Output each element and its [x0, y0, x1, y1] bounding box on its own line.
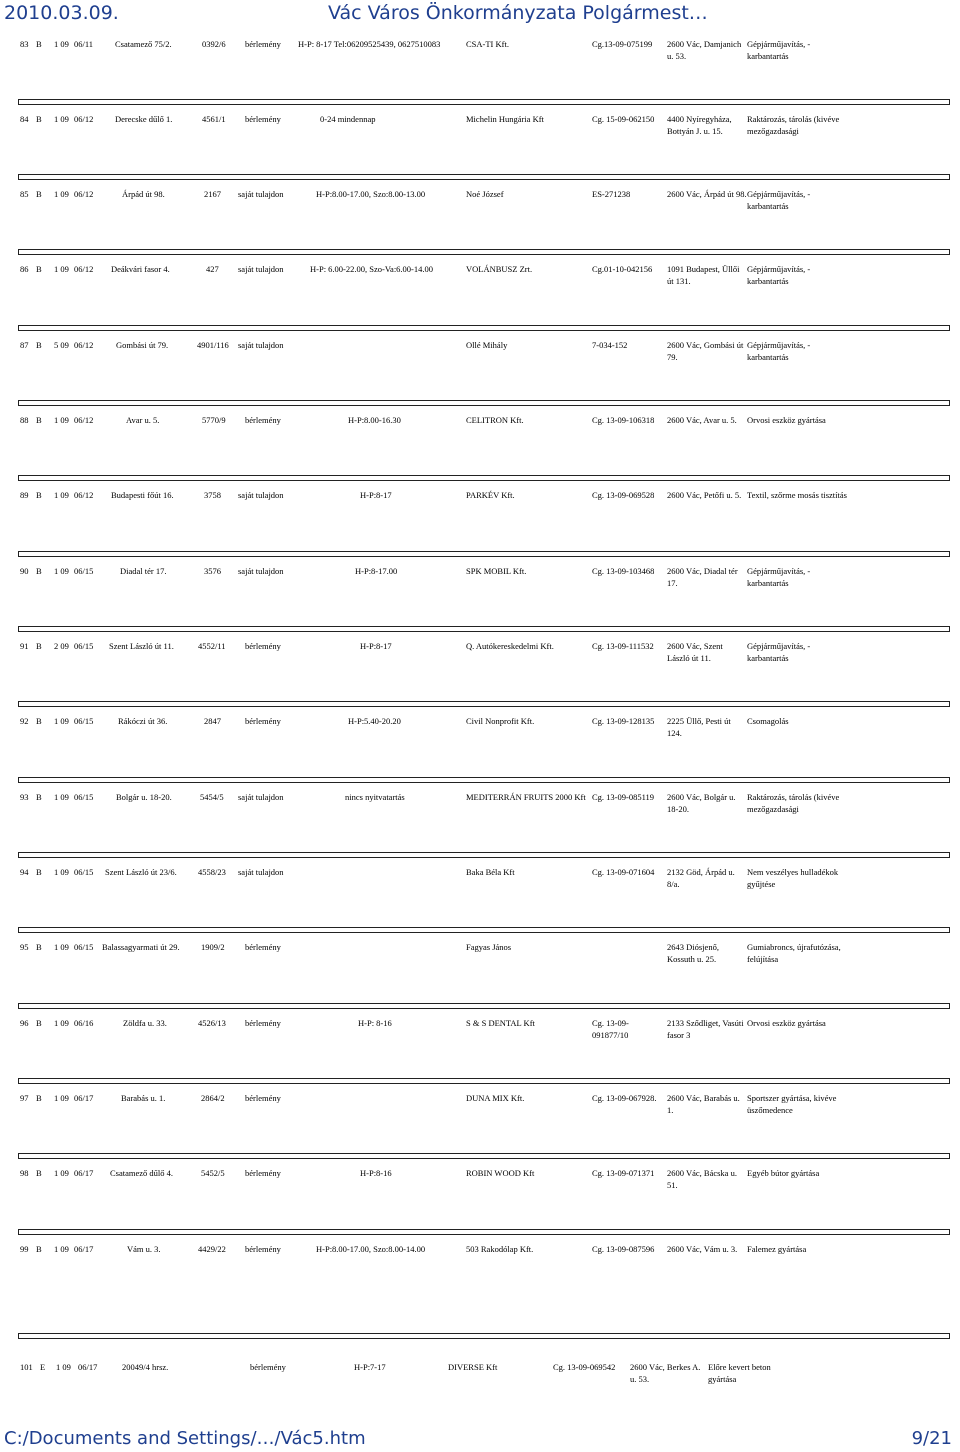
record-row: [0, 263, 960, 323]
record-cat: B: [36, 264, 42, 274]
record-hours: H-P:8-17: [360, 641, 392, 651]
record-hours: nincs nyitvatartás: [345, 792, 405, 802]
record-code: 1 09: [54, 1168, 69, 1178]
record-no: 83: [20, 39, 29, 49]
record-no: 85: [20, 189, 29, 199]
row-separator: [18, 1229, 950, 1235]
record-activity: Gépjárműjavítás, -karbantartás: [747, 39, 811, 61]
record-row: [0, 640, 960, 700]
record-date: 06/16: [74, 1018, 94, 1028]
row-separator: [18, 400, 950, 406]
record-activity: Gumiabroncs, újrafutózása, felújítása: [747, 942, 841, 964]
record-cat: B: [36, 1093, 42, 1103]
record-hrsz: 5452/5: [201, 1168, 225, 1178]
record-hours: 0-24 mindennap: [320, 114, 376, 124]
record-code: 1 09: [54, 1244, 69, 1254]
record-use: saját tulajdon: [238, 566, 284, 576]
record-reg: Cg.13-09-075199: [592, 39, 653, 49]
row-separator: [18, 626, 950, 632]
record-activity: Raktározás, tárolás (kivéve mezőgazdasági: [747, 792, 840, 814]
record-cat: B: [36, 942, 42, 952]
record-use: bérlemény: [245, 1093, 281, 1103]
record-reg: Cg. 13-09-087596: [592, 1244, 655, 1254]
record-operator: CELITRON Kft.: [466, 415, 524, 425]
record-no: 89: [20, 490, 29, 500]
record-cat: E: [40, 1362, 46, 1372]
record-code: 5 09: [54, 340, 69, 350]
record-reg: Cg. 13-09-071604: [592, 867, 655, 877]
page-number: 9/21: [911, 1428, 952, 1449]
record-no: 98: [20, 1168, 29, 1178]
record-date: 06/15: [74, 942, 94, 952]
record-no: 101: [20, 1362, 33, 1372]
row-separator: [18, 551, 950, 557]
record-seat: 2600 Vác, Avar u. 5.: [667, 415, 737, 425]
record-hours: H-P:8.00-16.30: [348, 415, 401, 425]
record-hrsz: 3758: [204, 490, 221, 500]
record-reg: ES-271238: [592, 189, 631, 199]
record-code: 1 09: [54, 415, 69, 425]
record-no: 96: [20, 1018, 29, 1028]
record-row: [0, 1092, 960, 1152]
record-reg: Cg. 13-09-091877/10: [592, 1018, 629, 1040]
record-reg: Cg.01-10-042156: [592, 264, 653, 274]
record-date: 06/17: [78, 1362, 98, 1372]
record-hours: H-P:5.40-20.20: [348, 716, 401, 726]
record-hrsz: 4552/11: [198, 641, 226, 651]
record-address: Barabás u. 1.: [121, 1093, 166, 1103]
record-date: 06/17: [74, 1168, 94, 1178]
record-operator: S & S DENTAL Kft: [466, 1018, 535, 1028]
record-seat: 2600 Vác, Árpád út 98.: [667, 189, 747, 199]
record-seat: 2600 Vác, Diadal tér 17.: [667, 566, 738, 588]
page-header: [0, 0, 960, 28]
row-separator: [18, 99, 950, 105]
record-seat: 4400 Nyíregyháza, Bottyán J. u. 15.: [667, 114, 732, 136]
record-code: 1 09: [54, 114, 69, 124]
record-hours: H-P:8.00-17.00, Szo:8.00-13.00: [316, 189, 426, 199]
record-code: 1 09: [54, 867, 69, 877]
record-address: Diadal tér 17.: [120, 566, 167, 576]
record-code: 2 09: [54, 641, 69, 651]
record-date: 06/12: [74, 490, 94, 500]
row-separator: [18, 1153, 950, 1159]
record-cat: B: [36, 1168, 42, 1178]
record-activity: Raktározás, tárolás (kivéve mezőgazdasági: [747, 114, 840, 136]
record-date: 06/12: [74, 340, 94, 350]
record-code: 1 09: [54, 1018, 69, 1028]
record-row: [0, 414, 960, 474]
record-operator: 503 Rakodólap Kft.: [466, 1244, 534, 1254]
record-use: bérlemény: [245, 716, 281, 726]
record-cat: B: [36, 716, 42, 726]
record-activity: Gépjárműjavítás, -karbantartás: [747, 189, 811, 211]
record-reg: 7-034-152: [592, 340, 628, 350]
record-address: Balassagyarmati út 29.: [102, 942, 180, 952]
row-separator: [18, 475, 950, 481]
record-use: bérlemény: [245, 1168, 281, 1178]
record-cat: B: [36, 415, 42, 425]
row-separator: [18, 325, 950, 331]
record-no: 90: [20, 566, 29, 576]
record-seat: 2132 Göd, Árpád u. 8/a.: [667, 867, 735, 889]
record-no: 99: [20, 1244, 29, 1254]
record-cat: B: [36, 1018, 42, 1028]
record-activity: Gépjárműjavítás, -karbantartás: [747, 264, 811, 286]
record-row: [0, 1017, 960, 1077]
record-hrsz: 4429/22: [198, 1244, 226, 1254]
record-activity: Előre kevert beton gyártása: [708, 1362, 771, 1384]
record-no: 94: [20, 867, 29, 877]
record-reg: Cg. 13-09-103468: [592, 566, 655, 576]
page-footer: [0, 1428, 960, 1452]
record-activity: Gépjárműjavítás, -karbantartás: [747, 641, 811, 663]
record-use: saját tulajdon: [238, 867, 284, 877]
record-hours: H-P:7-17: [354, 1362, 386, 1372]
row-separator: [18, 852, 950, 858]
record-activity: Textil, szőrme mosás tisztítás: [747, 490, 847, 500]
record-use: saját tulajdon: [238, 340, 284, 350]
record-code: 1 09: [56, 1362, 71, 1372]
record-operator: Civil Nonprofit Kft.: [466, 716, 535, 726]
record-use: saját tulajdon: [238, 264, 284, 274]
record-use: saját tulajdon: [238, 189, 284, 199]
record-use: bérlemény: [245, 39, 281, 49]
record-cat: B: [36, 114, 42, 124]
record-operator: Q. Autókereskedelmi Kft.: [466, 641, 554, 651]
record-no: 97: [20, 1093, 29, 1103]
record-operator: CSA-TI Kft.: [466, 39, 509, 49]
record-no: 93: [20, 792, 29, 802]
record-code: 1 09: [54, 1093, 69, 1103]
record-use: bérlemény: [245, 942, 281, 952]
record-hrsz: 20049/4 hrsz.: [122, 1362, 169, 1372]
record-reg: Cg. 13-09-128135: [592, 716, 655, 726]
record-seat: 1091 Budapest, Üllői út 131.: [667, 264, 740, 286]
record-hrsz: 0392/6: [202, 39, 226, 49]
record-operator: PARKÉV Kft.: [466, 490, 515, 500]
record-hrsz: 2864/2: [201, 1093, 225, 1103]
record-row: [0, 1243, 960, 1303]
record-operator: Baka Béla Kft: [466, 867, 515, 877]
record-seat: 2600 Vác, Bolgár u. 18-20.: [667, 792, 736, 814]
record-seat: 2600 Vác, Berkes A. u. 53.: [630, 1362, 701, 1384]
record-row: [0, 791, 960, 851]
record-row: [0, 188, 960, 248]
record-hrsz: 3576: [204, 566, 221, 576]
record-date: 06/15: [74, 716, 94, 726]
record-address: Gombási út 79.: [116, 340, 169, 350]
record-hours: H-P: 8-16: [358, 1018, 392, 1028]
record-no: 87: [20, 340, 29, 350]
record-date: 06/15: [74, 566, 94, 576]
record-no: 92: [20, 716, 29, 726]
record-row: [0, 715, 960, 775]
record-seat: 2225 Üllő, Pesti út 124.: [667, 716, 731, 738]
record-code: 1 09: [54, 39, 69, 49]
record-use: bérlemény: [245, 415, 281, 425]
row-separator: [18, 1333, 950, 1339]
record-operator: VOLÁNBUSZ Zrt.: [466, 264, 533, 274]
record-row: [0, 565, 960, 625]
row-separator: [18, 777, 950, 783]
record-date: 06/12: [74, 114, 94, 124]
record-reg: Cg. 13-09-111532: [592, 641, 654, 651]
record-use: bérlemény: [245, 1018, 281, 1028]
record-row: [0, 1167, 960, 1227]
record-activity: Falemez gyártása: [747, 1244, 807, 1254]
record-date: 06/12: [74, 415, 94, 425]
record-hrsz: 4561/1: [202, 114, 226, 124]
record-operator: Fagyas János: [466, 942, 512, 952]
record-hrsz: 1909/2: [201, 942, 225, 952]
record-hrsz: 4558/23: [198, 867, 226, 877]
record-cat: B: [36, 39, 42, 49]
record-code: 1 09: [54, 189, 69, 199]
record-operator: SPK MOBIL Kft.: [466, 566, 527, 576]
row-separator: [18, 174, 950, 180]
record-date: 06/12: [74, 264, 94, 274]
record-operator: Michelin Hungária Kft: [466, 114, 544, 124]
record-hours: H-P: 8-17 Tel:06209525439, 0627510083: [298, 39, 441, 49]
record-address: Bolgár u. 18-20.: [116, 792, 172, 802]
record-reg: Cg. 13-09-085119: [592, 792, 655, 802]
record-hours: H-P:8-17.00: [355, 566, 398, 576]
record-hrsz: 4526/13: [198, 1018, 226, 1028]
record-address: Csatamező 75/2.: [115, 39, 172, 49]
record-date: 06/17: [74, 1244, 94, 1254]
record-date: 06/15: [74, 867, 94, 877]
record-hrsz: 5770/9: [202, 415, 226, 425]
record-hours: H-P: 6.00-22.00, Szo-Va:6.00-14.00: [310, 264, 434, 274]
row-separator: [18, 927, 950, 933]
record-activity: Gépjárműjavítás, -karbantartás: [747, 340, 811, 362]
record-cat: B: [36, 566, 42, 576]
record-address: Zöldfa u. 33.: [123, 1018, 167, 1028]
record-activity: Egyéb bútor gyártása: [747, 1168, 820, 1178]
record-row: [0, 941, 960, 1001]
row-separator: [18, 249, 950, 255]
row-separator: [18, 1078, 950, 1084]
record-address: Csatamező dűlő 4.: [110, 1168, 174, 1178]
record-reg: Cg. 13-09-069528: [592, 490, 655, 500]
record-activity: Orvosi eszköz gyártása: [747, 1018, 826, 1028]
record-address: Derecske dűlő 1.: [115, 114, 173, 124]
record-no: 84: [20, 114, 29, 124]
record-row: [0, 489, 960, 549]
record-hours: H-P:8-16: [360, 1168, 392, 1178]
record-date: 06/11: [74, 39, 94, 49]
record-seat: 2600 Vác, Petőfi u. 5.: [667, 490, 742, 500]
record-seat: 2600 Vác, Szent László út 11.: [667, 641, 723, 663]
record-operator: Ollé Mihály: [466, 340, 508, 350]
row-separator: [18, 1003, 950, 1009]
record-cat: B: [36, 641, 42, 651]
record-seat: 2600 Vác, Bácska u. 51.: [667, 1168, 737, 1190]
record-row: [0, 866, 960, 926]
record-code: 1 09: [54, 716, 69, 726]
record-seat: 2133 Sződliget, Vasúti fasor 3: [667, 1018, 744, 1040]
record-hrsz: 2847: [204, 716, 221, 726]
record-address: Budapesti főút 16.: [111, 490, 174, 500]
record-cat: B: [36, 340, 42, 350]
record-use: saját tulajdon: [238, 490, 284, 500]
record-operator: MEDITERRÁN FRUITS 2000 Kft: [466, 792, 586, 802]
record-address: Vám u. 3.: [127, 1244, 161, 1254]
record-cat: B: [36, 867, 42, 877]
record-operator: DIVERSE Kft: [448, 1362, 498, 1372]
record-hrsz: 4901/116: [197, 340, 229, 350]
record-reg: Cg. 13-09-106318: [592, 415, 655, 425]
record-cat: B: [36, 189, 42, 199]
record-address: Avar u. 5.: [126, 415, 160, 425]
record-date: 06/15: [74, 792, 94, 802]
record-code: 1 09: [54, 566, 69, 576]
record-reg: Cg. 13-09-067928.: [592, 1093, 657, 1103]
record-code: 1 09: [54, 792, 69, 802]
record-no: 86: [20, 264, 29, 274]
record-hrsz: 427: [206, 264, 219, 274]
record-date: 06/12: [74, 189, 94, 199]
record-use: bérlemény: [245, 1244, 281, 1254]
record-row: [0, 113, 960, 173]
record-seat: 2600 Vác, Barabás u. 1.: [667, 1093, 740, 1115]
record-use: bérlemény: [250, 1362, 286, 1372]
record-date: 06/17: [74, 1093, 94, 1103]
record-address: Deákvári fasor 4.: [111, 264, 170, 274]
record-hours: H-P:8-17: [360, 490, 392, 500]
record-cat: B: [36, 792, 42, 802]
record-reg: Cg. 13-09-071371: [592, 1168, 655, 1178]
record-cat: B: [36, 1244, 42, 1254]
record-no: 95: [20, 942, 29, 952]
record-row: [0, 339, 960, 399]
row-separator: [18, 701, 950, 707]
record-address: Szent László út 23/6.: [105, 867, 177, 877]
record-no: 91: [20, 641, 29, 651]
record-activity: Csomagolás: [747, 716, 789, 726]
record-hrsz: 5454/5: [200, 792, 224, 802]
record-hours: H-P:8.00-17.00, Szo:8.00-14.00: [316, 1244, 426, 1254]
record-seat: 2600 Vác, Gombási út 79.: [667, 340, 744, 362]
record-row: [0, 38, 960, 98]
record-seat: 2600 Vác, Damjanich u. 53.: [667, 39, 742, 61]
record-activity: Orvosi eszköz gyártása: [747, 415, 826, 425]
record-operator: ROBIN WOOD Kft: [466, 1168, 535, 1178]
record-address: Szent László út 11.: [109, 641, 174, 651]
page-title: Vác Város Önkormányzata Polgármest…: [328, 2, 708, 24]
record-seat: 2600 Vác, Vám u. 3.: [667, 1244, 738, 1254]
record-date: 06/15: [74, 641, 94, 651]
record-activity: Nem veszélyes hulladékok gyűjtése: [747, 867, 839, 889]
record-address: Rákóczi út 36.: [118, 716, 168, 726]
print-date: 2010.03.09.: [4, 2, 119, 24]
record-activity: Sportszer gyártása, kivéve üszőmedence: [747, 1093, 837, 1115]
record-use: bérlemény: [245, 641, 281, 651]
record-activity: Gépjárműjavítás, -karbantartás: [747, 566, 811, 588]
record-operator: DUNA MIX Kft.: [466, 1093, 525, 1103]
record-seat: 2643 Diósjenő, Kossuth u. 25.: [667, 942, 719, 964]
record-reg: Cg. 15-09-062150: [592, 114, 655, 124]
record-row: [0, 1361, 960, 1421]
record-cat: B: [36, 490, 42, 500]
record-operator: Noé József: [466, 189, 504, 199]
record-code: 1 09: [54, 942, 69, 952]
record-use: bérlemény: [245, 114, 281, 124]
record-no: 88: [20, 415, 29, 425]
record-code: 1 09: [54, 264, 69, 274]
record-address: Árpád út 98.: [122, 189, 165, 199]
file-path: C:/Documents and Settings/…/Vác5.htm: [4, 1428, 366, 1449]
record-reg: Cg. 13-09-069542: [553, 1362, 616, 1372]
record-hrsz: 2167: [204, 189, 221, 199]
record-code: 1 09: [54, 490, 69, 500]
record-use: saját tulajdon: [238, 792, 284, 802]
